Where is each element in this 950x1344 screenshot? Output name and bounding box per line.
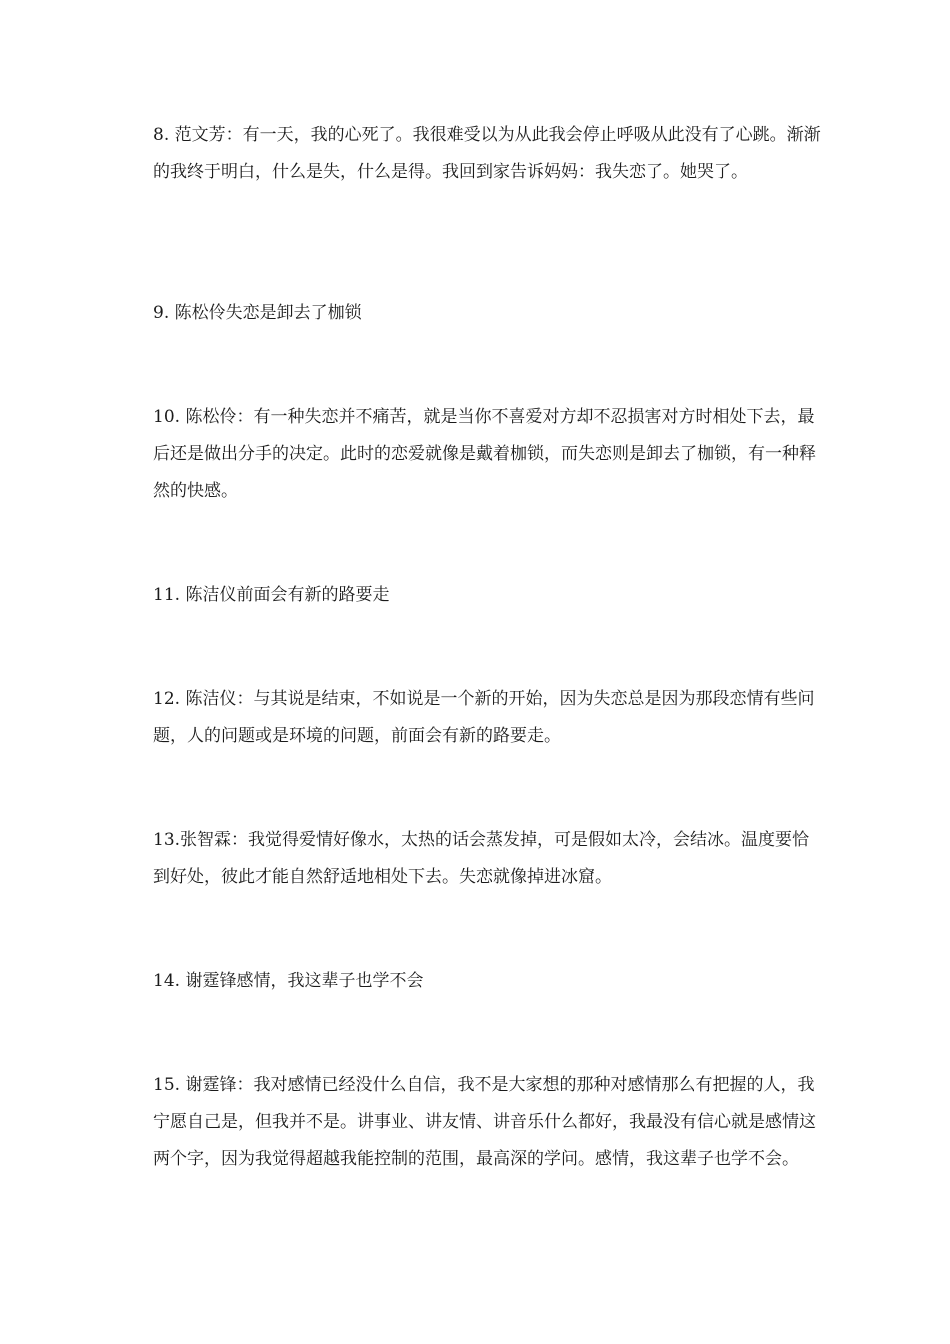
paragraph-10: 10. 陈松伶：有一种失恋并不痛苦，就是当你不喜爱对方却不忍损害对方时相处下去，最后还是做出分手的决定。此时的恋爱就像是戴着枷锁，而失恋则是卸去了枷锁，有一种释然的快感。: [153, 407, 816, 501]
paragraph-8: 8. 范文芳：有一天，我的心死了。我很难受以为从此我会停止呼吸从此没有了心跳。渐渐的我终于明白，什么是失，什么是得。我回到家告诉妈妈：我失恋了。她哭了。: [153, 125, 821, 182]
paragraph-14-heading: 14. 谢霆锋感情，我这辈子也学不会: [153, 971, 424, 991]
paragraph-12: 12. 陈洁仪：与其说是结束，不如说是一个新的开始，因为失恋总是因为那段恋情有些问题，人的问题或是环境的问题，前面会有新的路要走。: [153, 689, 815, 746]
paragraph-9-heading: 9. 陈松伶失恋是卸去了枷锁: [153, 303, 362, 323]
paragraph-15: 15. 谢霆锋：我对感情已经没什么自信，我不是大家想的那种对感情那么有把握的人，我宁愿自己是，但我并不是。讲事业、讲友情、讲音乐什么都好，我最没有信心就是感情这两个字，因为我觉得超越我能控制的范围，最高深的学问。感情，我这辈子也学不会。: [153, 1075, 816, 1169]
paragraph-11-heading: 11. 陈洁仪前面会有新的路要走: [153, 585, 390, 605]
paragraph-13: 13.张智霖：我觉得爱情好像水，太热的话会蒸发掉，可是假如太冷，会结冰。温度要恰到好处，彼此才能自然舒适地相处下去。失恋就像掉进冰窟。: [153, 830, 810, 887]
